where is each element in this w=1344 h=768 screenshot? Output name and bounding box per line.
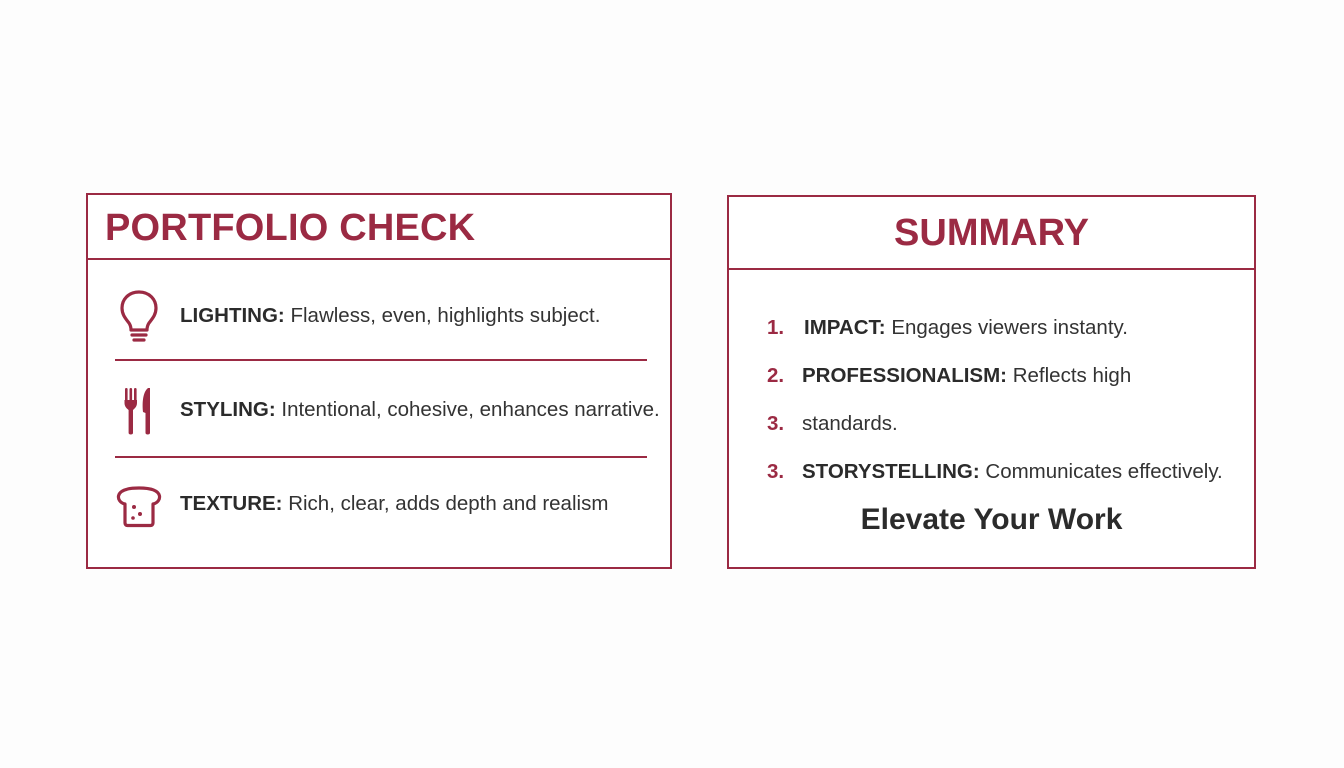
summary-item-number: 3. [767, 412, 785, 435]
check-desc: Flawless, even, highlights subject. [284, 304, 601, 327]
summary-item [729, 356, 1254, 396]
portfolio-check-header [88, 195, 670, 260]
check-row-styling [88, 382, 670, 442]
summary-item-text [804, 308, 1128, 348]
summary-header [729, 197, 1254, 270]
summary-item [729, 308, 1254, 348]
summary-item-number: 1. [767, 316, 785, 339]
summary-item-desc: standards. [802, 412, 898, 435]
bread-icon [114, 476, 164, 532]
summary-item-key: PROFESSIONALISM: [802, 364, 1008, 387]
check-key: LIGHTING: [180, 304, 285, 327]
divider [115, 359, 647, 361]
summary-item [729, 452, 1254, 492]
summary-item-key: IMPACT: [804, 316, 886, 339]
summary-item-number: 3. [767, 460, 785, 483]
portfolio-check-title: PORTFOLIO CHECK [105, 207, 476, 249]
check-desc: Intentional, cohesive, enhances narrative. [275, 398, 660, 421]
summary-item-desc: Engages viewers instanty. [885, 316, 1128, 339]
summary-item-key: STORYSTELLING: [802, 460, 980, 483]
lightbulb-icon [114, 288, 164, 344]
portfolio-check-card [86, 193, 672, 569]
check-key: TEXTURE: [180, 492, 283, 515]
summary-item-number: 2. [767, 364, 785, 387]
summary-footer-heading: Elevate Your Work [860, 503, 1123, 536]
summary-card [727, 195, 1256, 569]
check-text-styling [180, 382, 660, 438]
divider [115, 456, 647, 458]
summary-item-text [802, 452, 1223, 492]
check-desc: Rich, clear, adds depth and realism [282, 492, 609, 515]
check-text-texture [180, 476, 608, 532]
check-text-lighting [180, 288, 600, 344]
summary-title: SUMMARY [894, 212, 1089, 254]
summary-item-desc: Communicates effectively. [979, 460, 1223, 483]
check-row-lighting [88, 288, 670, 348]
summary-item-text [802, 404, 898, 444]
fork-knife-icon [114, 382, 164, 438]
summary-item [729, 404, 1254, 444]
check-key: STYLING: [180, 398, 276, 421]
summary-item-desc: Reflects high [1007, 364, 1132, 387]
summary-item-text [802, 356, 1131, 396]
check-row-texture [88, 476, 670, 536]
